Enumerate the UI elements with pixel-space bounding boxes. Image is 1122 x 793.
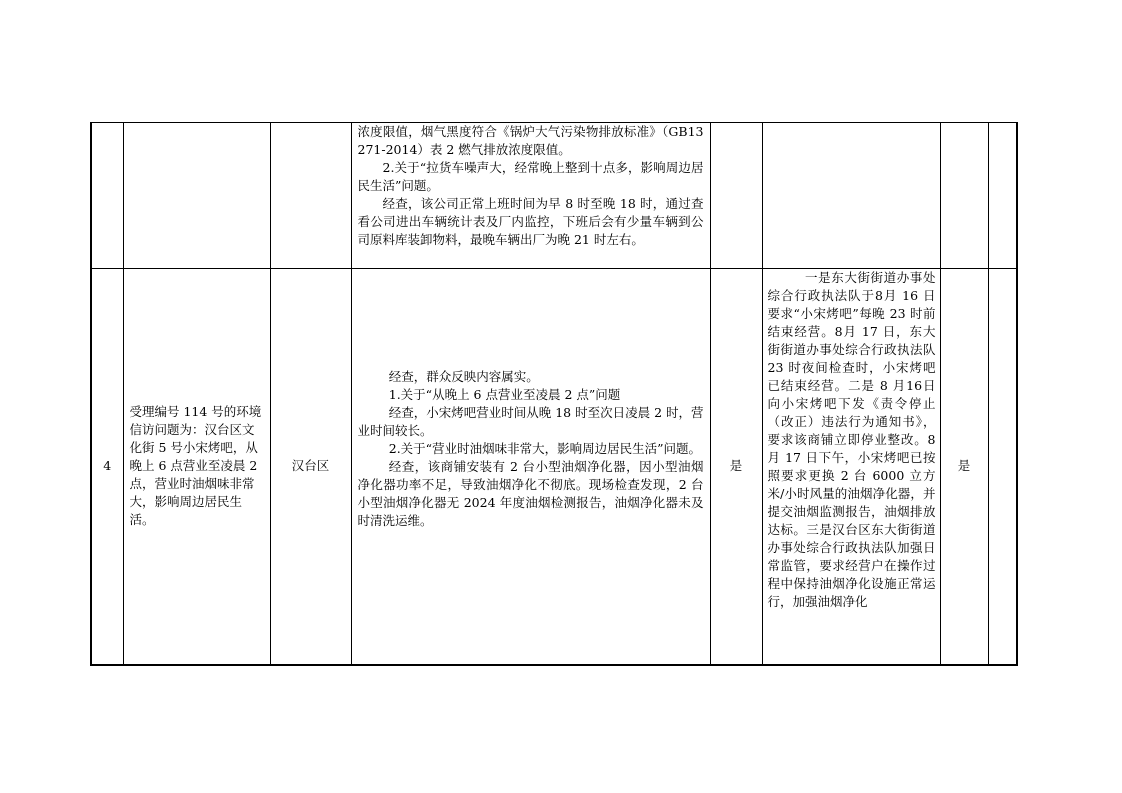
district-cell: 汉台区 xyxy=(270,269,351,665)
index-cell: 4 xyxy=(91,269,123,665)
measures-cell xyxy=(762,269,940,665)
findings-paragraph: 经查，群众反映内容属实。 xyxy=(388,369,539,385)
index-cell xyxy=(91,123,123,269)
findings-cell xyxy=(351,269,710,665)
verified-cell: 是 xyxy=(710,269,762,665)
rectified-cell: 是 xyxy=(940,269,988,665)
district-cell xyxy=(270,123,351,269)
table-row-4 xyxy=(91,269,1017,665)
rectified-cell xyxy=(940,123,988,269)
findings-paragraph: 1.关于“从晚上 6 点营业至凌晨 2 点”问题 xyxy=(388,387,621,403)
findings-cell xyxy=(351,123,710,269)
findings-paragraph: 经查，小宋烤吧营业时间从晚 18 时至次日凌晨 2 时，营业时间较长。 xyxy=(357,405,704,439)
measures-text: 一是东大街街道办事处综合行政执法队于8月 16 日要求“小宋烤吧”每晚 23 时前结束经营。8月 17 日，东大街街道办事处综合行政执法队 23 时夜间检查时，小宋烤吧已结束经营。二是 8 月16日向小宋烤吧下发《责令停止（改正）违法行为通知书》，要求该商铺立即停业整改。8 月 17 日下午，小宋烤吧已按照要求更换 2 台 6000 立方米/小时风量的油烟净化器，并提交油烟监测报告，油烟排放达标。三是汉台区东大街街道办事处综合行政执法队加强日常监管，要求经营户在操作过程中保持油烟净化设施正常运行，加强油烟净化 xyxy=(767,270,936,609)
findings-paragraph: 2.关于“拉货车噪声大，经常晚上整到十点多，影响周边居民生活”问题。 xyxy=(357,160,704,193)
problem-cell xyxy=(123,123,270,269)
remarks-cell xyxy=(988,269,1017,665)
findings-paragraph: 2.关于“营业时油烟味非常大，影响周边居民生活”问题。 xyxy=(388,441,701,457)
problem-text: 受理编号 114 号的环境信访问题为：汉台区文化街 5 号小宋烤吧，从晚上 6 点营业至凌晨 2点，营业时油烟味非常大，影响周边居民生活。 xyxy=(129,404,262,528)
remarks-cell xyxy=(988,123,1017,269)
table-row-continued xyxy=(91,123,1017,269)
measures-cell xyxy=(762,123,940,269)
findings-paragraph: 经查，该公司正常上班时间为早 8 时至晚 18 时，通过查看公司进出车辆统计表及厂内监控，下班后会有少量车辆到公司原料库装卸物料，最晚车辆出厂为晚 21 时左右。 xyxy=(357,196,704,247)
verified-cell xyxy=(710,123,762,269)
complaint-table xyxy=(90,122,1018,666)
findings-paragraph: 浓度限值，烟气黑度符合《锅炉大气污染物排放标准》（GB13271-2014）表 2 燃气排放浓度限值。 xyxy=(357,124,704,157)
findings-paragraph: 经查，该商铺安装有 2 台小型油烟净化器，因小型油烟净化器功率不足，导致油烟净化不彻底。现场检查发现，2 台小型油烟净化器无 2024 年度油烟检测报告，油烟净化器未及时清洗运维。 xyxy=(357,459,704,529)
problem-cell xyxy=(123,269,270,665)
